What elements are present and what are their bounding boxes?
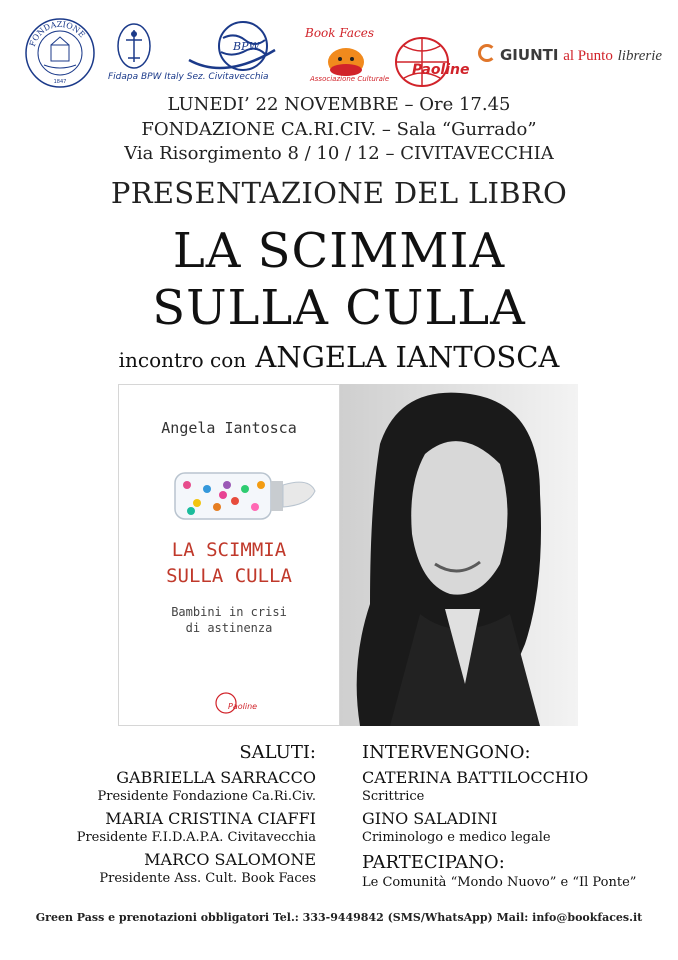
cover-author: Angela Iantosca bbox=[161, 419, 297, 437]
greeting-role: Presidente Ass. Cult. Book Faces bbox=[99, 871, 316, 886]
bpw-globe-logo bbox=[185, 20, 277, 76]
participants-heading: PARTECIPANO: bbox=[362, 852, 505, 873]
fondazione-year: 1847 bbox=[53, 79, 67, 85]
author-photo bbox=[340, 384, 578, 726]
giunti-tail: librerie bbox=[617, 48, 663, 64]
greeting-name: MARIA CRISTINA CIAFFI bbox=[105, 809, 316, 828]
cover-subtitle-line2: di astinenza bbox=[185, 621, 273, 635]
event-venue: FONDAZIONE CA.RI.CIV. – Sala “Gurrado” bbox=[141, 119, 537, 140]
presentation-heading: PRESENTAZIONE DEL LIBRO bbox=[110, 176, 568, 210]
giunti-mark-icon bbox=[478, 44, 496, 62]
giunti-brand: GIUNTI bbox=[500, 46, 559, 64]
bookfaces-subtitle: Associazione Culturale bbox=[310, 75, 390, 83]
cover-publisher: Paoline bbox=[228, 702, 258, 711]
speakers-heading: INTERVENGONO: bbox=[362, 742, 531, 763]
bookfaces-title: Book Faces bbox=[305, 26, 374, 40]
greetings-column bbox=[40, 742, 316, 887]
cover-subtitle-line1: Bambini in crisi bbox=[171, 605, 287, 619]
fidapa-caption: Fidapa BPW Italy Sez. Civitavecchia bbox=[108, 72, 269, 82]
meeting-prefix: incontro con bbox=[118, 348, 247, 372]
event-date: LUNEDI’ 22 NOVEMBRE – Ore 17.45 bbox=[167, 94, 511, 115]
greeting-name: GABRIELLA SARRACCO bbox=[116, 768, 316, 787]
cover-publisher-logo bbox=[214, 691, 258, 715]
paoline-label: Paoline bbox=[412, 62, 470, 78]
baby-bottle-image bbox=[169, 463, 329, 529]
bpw-label: BPW bbox=[233, 40, 260, 53]
fidapa-logo bbox=[112, 18, 184, 80]
author-name: ANGELA IANTOSCA bbox=[255, 340, 560, 374]
footer-contact: Green Pass e prenotazioni obbligatori Tel.: 333-9449842 (SMS/WhatsApp) Mail: info@bookfaces.it bbox=[35, 911, 643, 924]
speaker-name: CATERINA BATTILOCCHIO bbox=[362, 768, 589, 787]
cover-title-line2: SULLA CULLA bbox=[166, 565, 292, 587]
greetings-heading: SALUTI: bbox=[239, 742, 316, 763]
greeting-role: Presidente Fondazione Ca.Ri.Civ. bbox=[97, 789, 316, 804]
book-title-line1: LA SCIMMIA bbox=[172, 223, 506, 279]
logo-row bbox=[0, 0, 678, 100]
giunti-middle: al Punto bbox=[563, 48, 613, 64]
speaker-name: GINO SALADINI bbox=[362, 809, 498, 828]
speaker-role: Scrittrice bbox=[362, 789, 425, 804]
giunti-logo bbox=[478, 44, 662, 65]
greeting-name: MARCO SALOMONE bbox=[144, 850, 316, 869]
book-cover bbox=[118, 384, 340, 726]
fondazione-arc-text: FONDAZIONE bbox=[27, 19, 87, 48]
book-title-line2: SULLA CULLA bbox=[152, 280, 526, 336]
speaker-role: Criminologo e medico legale bbox=[362, 830, 551, 845]
cover-title-line1: LA SCIMMIA bbox=[171, 539, 287, 561]
fondazione-carici-logo bbox=[24, 17, 96, 89]
greeting-role: Presidente F.I.D.A.P.A. Civitavecchia bbox=[76, 830, 316, 845]
speakers-column bbox=[362, 742, 662, 891]
event-address: Via Risorgimento 8 / 10 / 12 – CIVITAVECCHIA bbox=[124, 143, 554, 164]
participants-text: Le Comunità “Mondo Nuovo” e “Il Ponte” bbox=[362, 875, 637, 890]
meeting-line bbox=[0, 340, 678, 374]
